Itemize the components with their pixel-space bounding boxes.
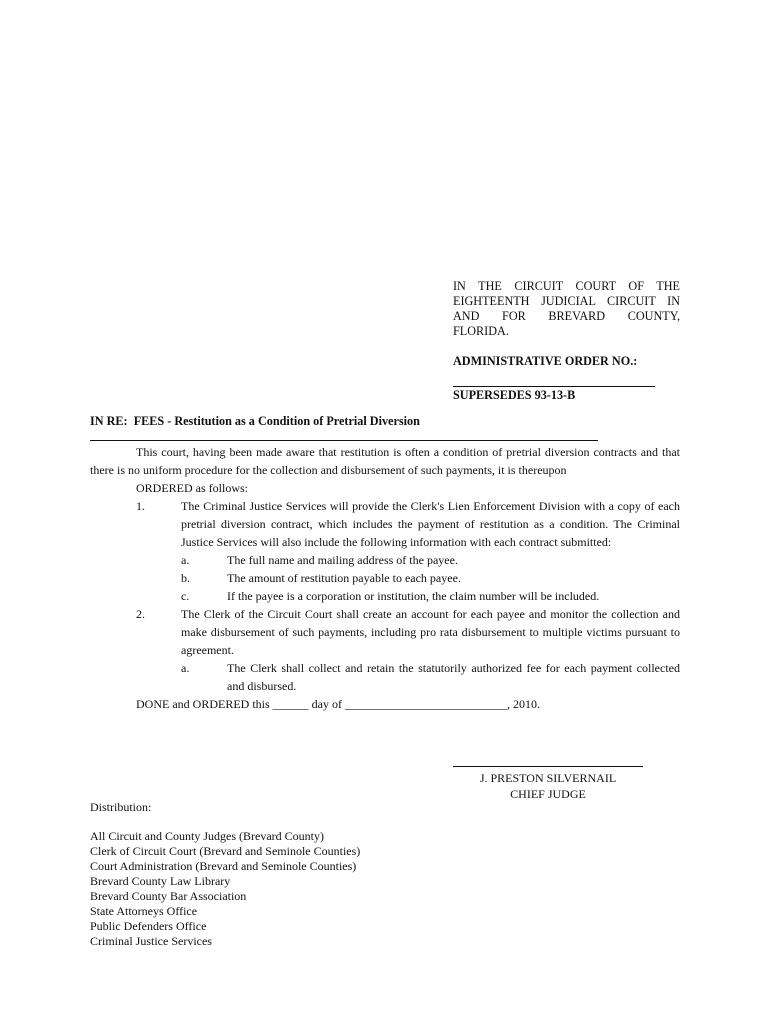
distribution-recipient: Clerk of Circuit Court (Brevard and Seminole Counties) xyxy=(90,844,361,858)
distribution-recipient: Court Administration (Brevard and Seminole Counties) xyxy=(90,859,357,873)
supersedes-label: SUPERSEDES 93-13-B xyxy=(453,388,576,402)
order-item xyxy=(90,497,680,551)
ordered-line: ORDERED as follows: xyxy=(136,481,248,495)
sub-item xyxy=(90,551,680,569)
sub-item-letter: a. xyxy=(181,553,190,567)
sub-item xyxy=(90,587,680,605)
sub-item-text: The amount of restitution payable to each payee. xyxy=(227,571,461,585)
sub-item-text: The full name and mailing address of the payee. xyxy=(227,553,458,567)
order-item xyxy=(90,605,680,659)
distribution-recipient: Brevard County Law Library xyxy=(90,874,231,888)
item-number: 1. xyxy=(136,499,145,513)
court-caption-line: EIGHTEENTH JUDICIAL CIRCUIT IN xyxy=(453,294,680,308)
court-caption-line: FLORIDA. xyxy=(453,324,509,338)
sub-item xyxy=(90,569,680,587)
distribution-recipient: Public Defenders Office xyxy=(90,919,207,933)
item-text: The Criminal Justice Services will provide the Clerk's Lien Enforcement Division with a copy of each pretrial diversion contract, which includes the payment of restitution as a condition. The Criminal Justice Services will also include the following information with each contract submitted: xyxy=(181,499,680,549)
sub-item-letter: a. xyxy=(181,661,190,675)
court-caption xyxy=(453,279,680,339)
item-number: 2. xyxy=(136,607,145,621)
court-caption-line: IN THE CIRCUIT COURT OF THE xyxy=(453,279,680,293)
sub-item xyxy=(90,659,680,695)
admin-order-block xyxy=(453,354,683,403)
signature-block xyxy=(453,770,643,802)
sub-item-text: The Clerk shall collect and retain the statutorily authorized fee for each payment collected and disbursed. xyxy=(227,661,680,693)
intro-paragraph: This court, having been made aware that restitution is often a condition of pretrial diversion contracts and that there is no uniform procedure for the collection and disbursement of such payments, it is thereupon xyxy=(90,445,680,477)
distribution-recipient: Criminal Justice Services xyxy=(90,934,212,948)
court-caption-line: AND FOR BREVARD COUNTY, xyxy=(453,309,680,323)
distribution-recipient: All Circuit and County Judges (Brevard County) xyxy=(90,829,324,843)
distribution-recipient: State Attorneys Office xyxy=(90,904,198,918)
sub-item-letter: b. xyxy=(181,571,190,585)
done-and-ordered-line: DONE and ORDERED this ______ day of ___________________________, 2010. xyxy=(136,697,540,711)
in-re-heading xyxy=(90,414,690,429)
order-number-blank xyxy=(453,373,655,387)
judge-title: CHIEF JUDGE xyxy=(510,787,586,801)
judge-name: J. PRESTON SILVERNAIL xyxy=(479,771,617,785)
signature-line xyxy=(453,766,643,767)
distribution-recipient: Brevard County Bar Association xyxy=(90,889,247,903)
item-text: The Clerk of the Circuit Court shall create an account for each payee and monitor the collection and make disbursement of such payments, including pro rata disbursement to multiple victims pursuant to agreement. xyxy=(181,607,680,657)
heading-divider xyxy=(90,440,598,441)
distribution-label: Distribution: xyxy=(90,800,152,814)
admin-order-label: ADMINISTRATIVE ORDER NO.: xyxy=(453,354,638,368)
sub-item-text: If the payee is a corporation or institution, the claim number will be included. xyxy=(227,589,600,603)
distribution-list xyxy=(90,829,360,949)
in-re-label: IN RE: xyxy=(90,414,128,428)
order-body xyxy=(90,443,680,713)
in-re-subject: FEES - Restitution as a Condition of Pretrial Diversion xyxy=(133,414,420,428)
sub-item-letter: c. xyxy=(181,589,190,603)
